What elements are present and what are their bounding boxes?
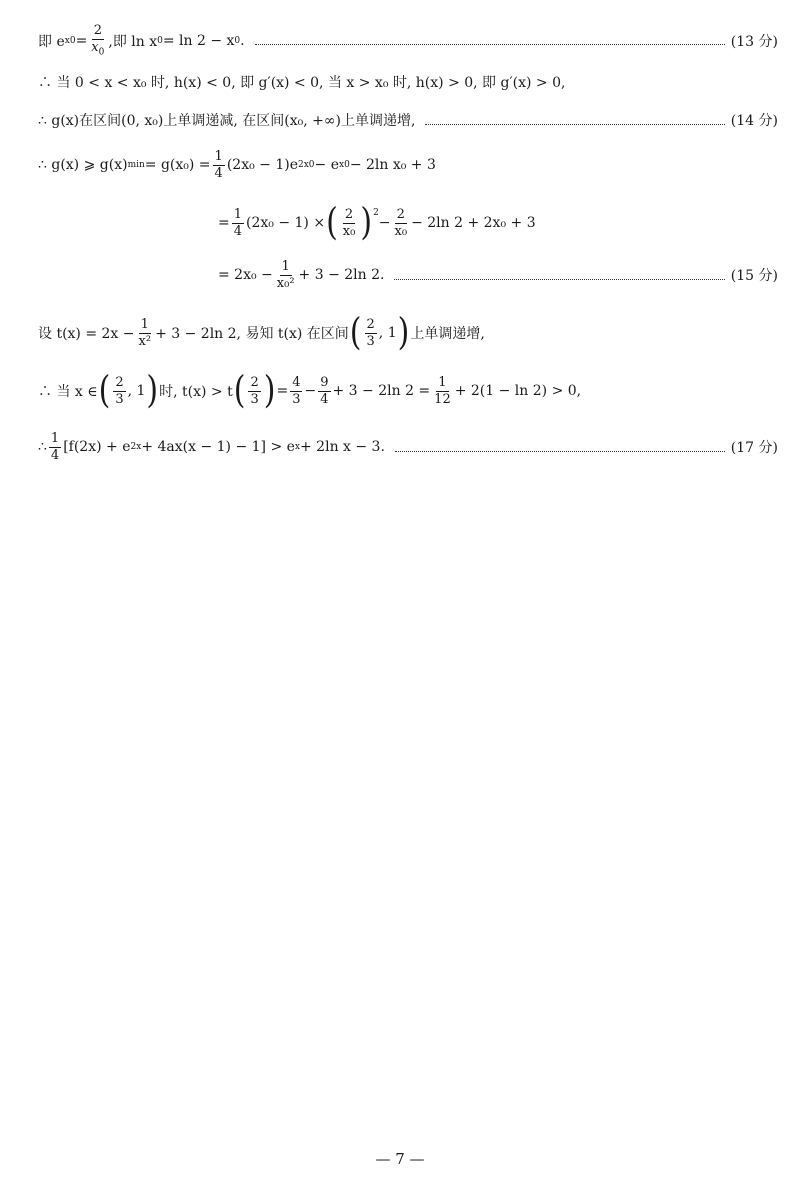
fraction (89, 24, 106, 58)
solution-line (38, 368, 778, 413)
fraction (232, 208, 244, 238)
score-label: (15 分) (730, 268, 778, 285)
numerator: 4 (292, 375, 301, 390)
denominator: 4 (214, 165, 223, 181)
equation (38, 368, 582, 413)
text: = (276, 383, 289, 400)
text: − (378, 215, 391, 232)
superscript: 2x0 (298, 160, 315, 171)
text: 上单调递增, (410, 326, 485, 343)
right-paren: ) (360, 200, 373, 245)
subscript: 0 (98, 47, 105, 58)
text: = g(x₀) = (144, 157, 211, 174)
numerator: 2 (366, 317, 375, 332)
denominator: 12 (434, 391, 451, 407)
subscript: 0 (234, 35, 241, 46)
numerator: 2 (115, 375, 124, 390)
denominator: 4 (320, 391, 329, 407)
superscript: 2 (373, 208, 379, 219)
dot-leader (425, 124, 724, 125)
equation (218, 200, 536, 245)
text: (2x₀ − 1) × (246, 215, 326, 232)
equation: ∴ 当 0 < x < x₀ 时, h(x) < 0, 即 g′(x) < 0, 当 x > x₀ 时, h(x) > 0, 即 g′(x) > 0, (38, 75, 566, 91)
superscript: x0 (64, 35, 76, 46)
denominator: 4 (50, 447, 60, 463)
solution-line-15 (218, 260, 778, 290)
text: , 1 (127, 383, 146, 400)
subscript: 0 (157, 35, 163, 46)
superscript: x0 (339, 160, 350, 171)
fraction (393, 208, 410, 238)
text: + 3 − 2ln 2, 易知 t(x) 在区间 (155, 326, 349, 343)
text: = ln 2 − x (162, 32, 235, 49)
numerator: 1 (50, 431, 60, 446)
score-label: (13 分) (730, 33, 778, 50)
numerator: 1 (281, 259, 290, 274)
denominator: 3 (292, 391, 301, 407)
fraction (432, 376, 453, 406)
superscript: x (294, 442, 300, 453)
equation (38, 150, 436, 180)
fraction (248, 376, 260, 406)
text: ∴ 当 x ∈ (38, 384, 98, 401)
denominator: x₀ (394, 223, 408, 239)
text: + 2(1 − ln 2) > 0, (454, 383, 582, 400)
text: = (218, 215, 230, 232)
dot-leader (394, 279, 724, 280)
text: − (304, 383, 317, 400)
numerator: 2 (93, 23, 102, 38)
left-paren: ( (349, 310, 362, 355)
text: + 3 − 2ln 2. (298, 267, 385, 284)
var: x (91, 39, 99, 55)
denominator: x₀² (276, 275, 295, 291)
solution-line (218, 200, 778, 245)
denominator: x₀ (342, 223, 356, 239)
numerator: 2 (396, 207, 405, 222)
numerator: 2 (344, 207, 354, 222)
solution-line-13 (38, 24, 778, 58)
text: = 2x₀ − (218, 267, 273, 284)
left-paren: ( (326, 200, 338, 245)
text: − e (314, 157, 339, 174)
text: − 2ln 2 + 2x₀ + 3 (411, 215, 536, 232)
numerator: 1 (140, 317, 149, 332)
equation (38, 24, 245, 58)
fraction (290, 376, 302, 406)
superscript: 2x (130, 442, 142, 453)
denominator: 3 (115, 391, 124, 407)
page-number: — 7 — (375, 1150, 425, 1168)
fraction (113, 376, 125, 406)
fraction (341, 208, 358, 238)
fraction (365, 318, 377, 348)
numerator: 9 (320, 375, 329, 390)
score-label: (17 分) (730, 440, 778, 457)
dot-leader (255, 44, 725, 45)
left-paren: ( (233, 368, 246, 413)
right-paren: ) (397, 310, 410, 355)
text: ,即 ln x (108, 33, 158, 50)
score-label: (14 分) (730, 113, 778, 129)
text: . (240, 32, 245, 49)
text: + 2ln x − 3. (300, 439, 385, 456)
denominator: x² (138, 333, 152, 349)
solution-line (38, 150, 778, 180)
denominator (89, 40, 106, 58)
fraction (275, 260, 297, 290)
text: ∴ (38, 439, 47, 456)
equation: ∴ g(x)在区间(0, x₀)上单调递减, 在区间(x₀, +∞)上单调递增, (38, 113, 416, 129)
solution-line-14 (38, 110, 778, 130)
text: [f(2x) + e (63, 439, 131, 456)
denominator: 3 (366, 333, 375, 349)
text: (2x₀ − 1)e (226, 157, 298, 174)
right-paren: ) (263, 368, 276, 413)
fraction (49, 432, 61, 462)
text: = (75, 32, 88, 49)
fraction (213, 150, 225, 180)
right-paren: ) (146, 368, 159, 413)
fraction (318, 376, 330, 406)
numerator: 2 (250, 375, 259, 390)
solution-line (38, 72, 778, 92)
text: , 1 (378, 325, 397, 342)
subscript: min (127, 160, 145, 171)
equation (38, 432, 385, 462)
text: − 2ln x₀ + 3 (349, 157, 436, 174)
left-paren: ( (98, 368, 111, 413)
fraction (137, 318, 154, 348)
equation (38, 310, 485, 355)
text: 时, t(x) > t (159, 384, 233, 401)
numerator: 1 (438, 375, 447, 390)
numerator: 1 (214, 149, 223, 164)
denominator: 3 (250, 391, 259, 407)
text: + 3 − 2ln 2 = (332, 383, 431, 400)
text: ∴ g(x) ⩾ g(x) (38, 157, 128, 174)
dot-leader (395, 451, 725, 452)
solution-line-17 (38, 432, 778, 462)
equation (218, 260, 384, 290)
text: 设 t(x) = 2x − (38, 326, 135, 343)
numerator: 1 (233, 207, 243, 222)
solution-line (38, 310, 778, 355)
denominator: 4 (233, 223, 243, 239)
text: 即 e (38, 33, 65, 50)
text: + 4ax(x − 1) − 1] > e (141, 439, 295, 456)
